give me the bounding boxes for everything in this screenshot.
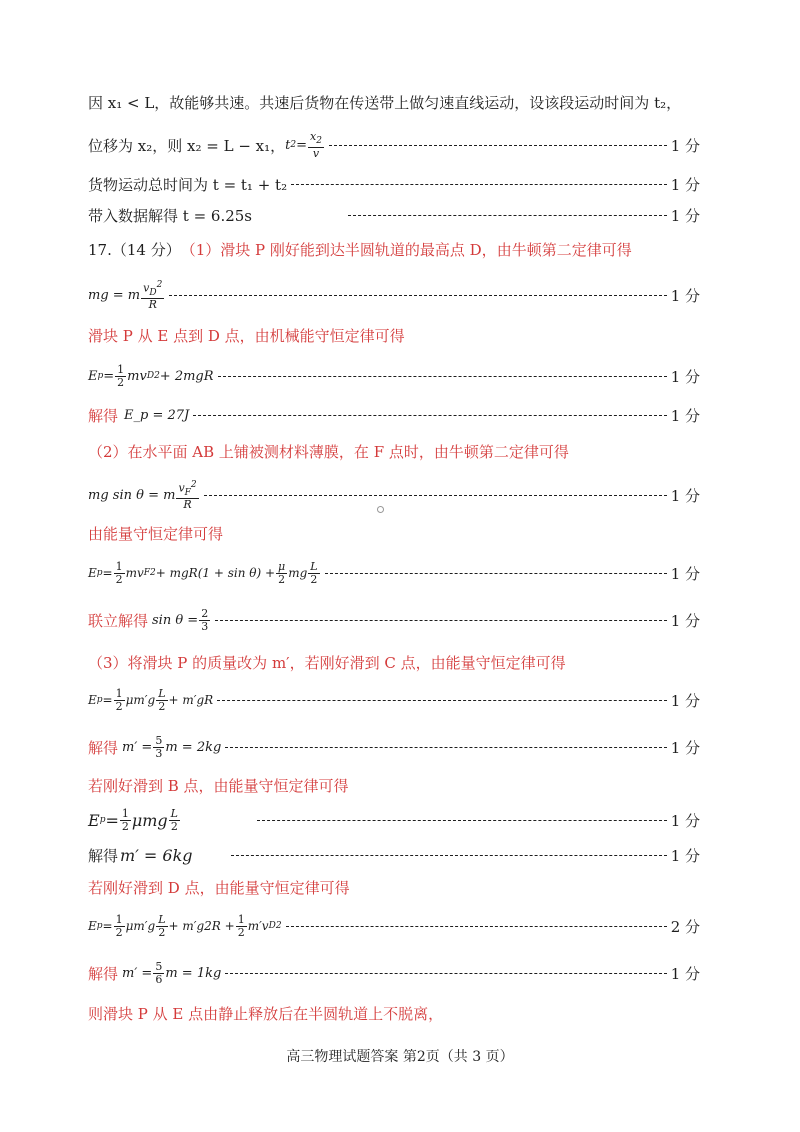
- score-label: 1 分: [670, 847, 700, 865]
- score-label: 1 分: [670, 564, 700, 583]
- solution-label: 解得: [88, 847, 119, 865]
- score-label: 1 分: [670, 407, 700, 425]
- solution-row-4: [88, 845, 700, 866]
- solution-label: 解得: [88, 964, 119, 983]
- solution-row-3: [88, 735, 700, 759]
- score-label: 2 分: [670, 917, 700, 936]
- dash-leader: [204, 495, 667, 496]
- dash-leader: [231, 855, 667, 856]
- dash-leader: [217, 700, 666, 701]
- dash-leader: [215, 620, 666, 621]
- dash-leader: [225, 973, 666, 974]
- text-line-1: [88, 92, 700, 113]
- score-label: 1 分: [670, 367, 700, 386]
- dash-leader: [329, 145, 667, 146]
- paragraph-text: 带入数据解得 t = 6.25s: [88, 207, 252, 225]
- equation-row-4: [88, 561, 700, 585]
- text-line-3: [88, 174, 700, 195]
- text-line-conclusion: [88, 1003, 700, 1024]
- dash-leader: [291, 184, 667, 185]
- solution-sin-theta: sin θ = $\frac{2}{3}$: [152, 607, 209, 633]
- solution-label: 解得: [88, 407, 119, 425]
- equation-row-5: [88, 688, 700, 712]
- paragraph-text: （1）滑块 P 刚好能到达半圆轨道的最高点 D，由牛顿第二定律可得: [180, 241, 632, 259]
- equation-row-7: [88, 914, 700, 938]
- solution-mass-d: m′ = $\frac{5}{6}$ m = 1kg: [122, 960, 222, 986]
- equation-energy-f: E p = $\frac{1}{2}$ mv F 2 + mgR(1 + sin θ) + $\frac{\mu}{2}$ mg $\frac{L}{2}$: [88, 560, 318, 586]
- solution-row-1: [88, 405, 700, 426]
- paragraph-text: 若刚好滑到 B 点，由能量守恒定律可得: [88, 777, 349, 795]
- paragraph-text: 位移为 x₂，则 x₂ = L − x₁，: [88, 136, 286, 155]
- score-label: 1 分: [670, 487, 700, 506]
- dash-leader: [225, 747, 666, 748]
- score-label: 1 分: [670, 207, 700, 225]
- equation-t2: t 2 = $\frac{x_2}{v}$: [285, 130, 322, 160]
- equation-row-2: [88, 364, 700, 388]
- text-line-part-2: [88, 441, 700, 462]
- dash-leader: [218, 376, 667, 377]
- solution-label: 解得: [88, 738, 119, 757]
- score-label: 1 分: [670, 611, 700, 630]
- paragraph-text: （3）将滑块 P 的质量改为 m′，若刚好滑到 C 点，由能量守恒定律可得: [88, 654, 566, 672]
- paragraph-text: 货物运动总时间为 t = t₁ + t₂: [88, 176, 288, 194]
- paragraph-text: （2）在水平面 AB 上铺被测材料薄膜，在 F 点时，由牛顿第二定律可得: [88, 443, 569, 461]
- text-line-case-b: [88, 775, 700, 796]
- page-footer: 高三物理试题答案 第2页（共 3 页）: [286, 1049, 514, 1065]
- paragraph-text: 由能量守恒定律可得: [88, 525, 224, 543]
- equation-energy-ep: E p = $\frac{1}{2}$ mv D 2 + 2mgR: [88, 363, 214, 389]
- score-label: 1 分: [670, 176, 700, 194]
- dash-leader: [257, 820, 667, 821]
- equation-energy-d: E p = $\frac{1}{2}$ μm′g $\frac{L}{2}$ + m′g2R + $\frac{1}{2}$ m′v D 2: [88, 913, 282, 939]
- equation-row-1: [88, 281, 700, 311]
- paragraph-text: 则滑块 P 从 E 点由静止释放后在半圆轨道上不脱离，: [88, 1005, 444, 1023]
- score-label: 1 分: [670, 964, 700, 983]
- equation-newton-d: mg = m $\frac{v_D^2}{R}$: [88, 280, 163, 312]
- question-17-header: [88, 239, 700, 260]
- score-label: 1 分: [670, 136, 700, 155]
- equation-energy-b: E p = $\frac{1}{2}$ μmg $\frac{L}{2}$: [88, 807, 178, 833]
- equation-energy-c: E p = $\frac{1}{2}$ μm′g $\frac{L}{2}$ + m′gR: [88, 687, 214, 713]
- solution-value: E_p = 27J: [124, 408, 190, 423]
- paragraph-text: 因 x₁ < L，故能够共速。共速后货物在传送带上做匀速直线运动，设该段运动时间为 t₂，: [88, 94, 682, 112]
- scan-artifact-dot: [377, 506, 384, 513]
- dash-leader: [348, 215, 667, 216]
- solution-mass-c: m′ = $\frac{5}{3}$ m = 2kg: [122, 734, 222, 760]
- equation-row-3: [88, 481, 700, 511]
- solution-value: m′ = 6kg: [120, 846, 193, 865]
- dash-leader: [193, 415, 666, 416]
- question-number: 17.（14 分）: [88, 241, 181, 259]
- solution-row-5: [88, 961, 700, 985]
- equation-row-6: [88, 808, 700, 832]
- dash-leader: [325, 573, 667, 574]
- score-label: 1 分: [670, 287, 700, 306]
- score-label: 1 分: [670, 691, 700, 710]
- solution-label: 联立解得: [88, 611, 149, 630]
- text-line-energy-1: [88, 325, 700, 346]
- text-line-2: [88, 131, 700, 159]
- paragraph-text: 若刚好滑到 D 点，由能量守恒定律可得: [88, 879, 350, 897]
- text-line-case-d: [88, 877, 700, 898]
- score-label: 1 分: [670, 811, 700, 830]
- text-line-part-3: [88, 652, 700, 673]
- paragraph-text: 滑块 P 从 E 点到 D 点，由机械能守恒定律可得: [88, 327, 405, 345]
- dash-leader: [169, 295, 666, 296]
- dash-leader: [286, 926, 667, 927]
- equation-newton-f: mg sin θ = m $\frac{v_F^2}{R}$: [88, 480, 197, 512]
- solution-row-2: [88, 608, 700, 632]
- text-line-4: [88, 205, 700, 226]
- text-line-energy-2: [88, 523, 700, 544]
- score-label: 1 分: [670, 738, 700, 757]
